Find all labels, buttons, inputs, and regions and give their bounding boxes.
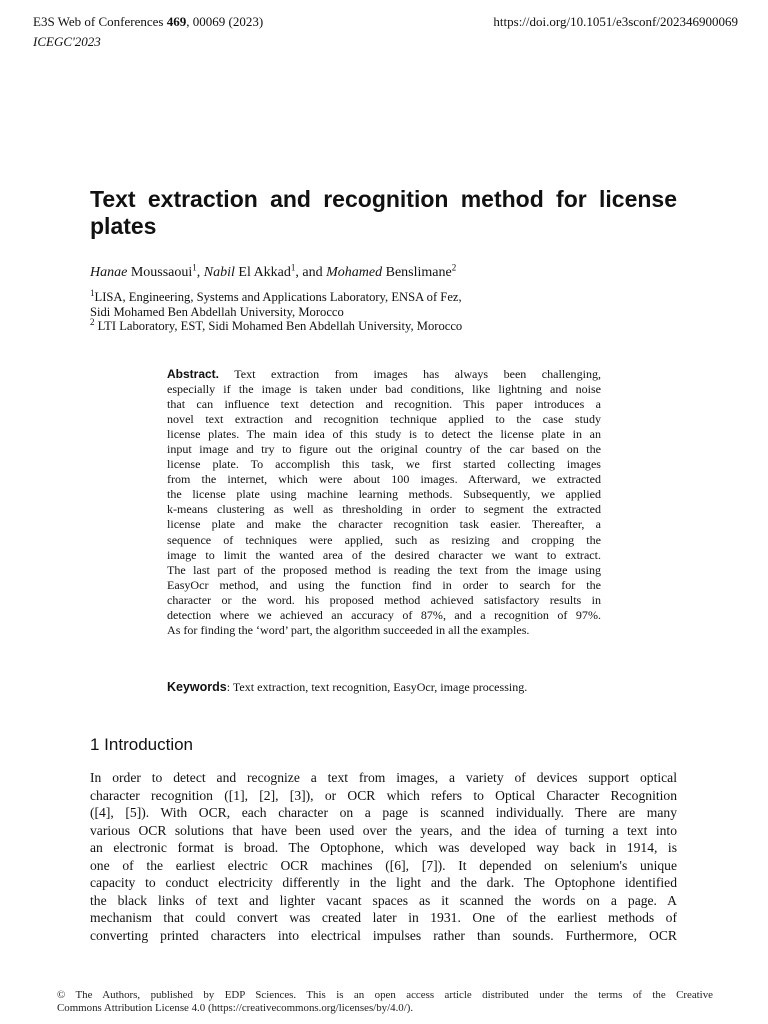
- abstract-line: that can influence text detection and recognition. This paper introduces a: [167, 397, 601, 412]
- abstract-line: EasyOcr method, and using the function find in order to search for the: [167, 577, 601, 592]
- body-line: one of the earliest electric OCR machines ([6], [7]). It depended on selenium's unique: [90, 857, 677, 873]
- abstract-line: especially if the image is taken under bad conditions, like lightning and noise: [167, 382, 601, 397]
- abstract-line: novel text extraction and recognition technique applied to the case study: [167, 412, 601, 427]
- abstract: [167, 367, 601, 638]
- abstract-line: As for finding the ‘word’ part, the algorithm succeeded in all the examples.: [167, 622, 530, 637]
- abstract-line: the license plate using machine learning methods. Subsequently, we applied: [167, 487, 601, 502]
- section-heading: 1 Introduction: [90, 735, 194, 754]
- abstract-line: sequence of techniques were applied, such as resizing and cropping the: [167, 532, 601, 547]
- body-line: ([4], [5]). With OCR, each character on a page is scanned individually. There are many: [90, 805, 677, 820]
- footer-line: © The Authors, published by EDP Sciences. This is an open access article distributed under the terms of the Creative: [57, 989, 713, 1001]
- journal-citation: [33, 12, 263, 32]
- license-footer: [57, 989, 713, 1015]
- affiliation-line: Sidi Mohamed Ben Abdellah University, Morocco: [90, 304, 344, 319]
- author-3: Mohamed Benslimane$^2$: [326, 262, 457, 280]
- abstract-line: license plate and make the character recognition task easier. Thereafter, a: [167, 517, 601, 532]
- abstract-line: character or the word. his proposed method achieved satisfactory results in: [167, 592, 601, 607]
- author-list: [90, 264, 456, 282]
- journal-volume: 469: [166, 14, 187, 29]
- abstract-line: input image and try to figure out the original country of the car based on the: [167, 442, 601, 457]
- abstract-line: k-means clustering as well as thresholding in order to segment the extracted: [167, 502, 601, 517]
- paper-title: Text extraction and recognition method for license plates: [90, 186, 677, 239]
- body-line: an electronic format is broad. The Optophone, which was developed way back in 1914, is: [90, 840, 677, 855]
- affiliation-line: $^1$LISA, Engineering, Systems and Applications Laboratory, ENSA of Fez,: [90, 287, 462, 304]
- conference-acronym: ICEGC'2023: [33, 34, 101, 49]
- keywords-label: Keywords: [167, 680, 227, 694]
- author-2: Nabil El Akkad$^1$, and: [203, 262, 327, 280]
- doi-link[interactable]: https://doi.org/10.1051/e3sconf/202346900069: [493, 14, 738, 29]
- abstract-line: The last part of the proposed method is reading the text from the image using: [167, 562, 601, 577]
- body-line: capacity to conduct electricity differently in the light and the dark. The Optophone identified: [90, 875, 677, 890]
- abstract-line: license plates. The main idea of this study is to detect the license plate in an: [167, 427, 601, 442]
- affiliations: [90, 287, 463, 334]
- author-1: Hanae Moussaoui$^1$,: [90, 262, 204, 280]
- abstract-line: detection where we achieved an accuracy of 87%, and a recognition of 97%.: [167, 607, 601, 622]
- abstract-label: Abstract.: [167, 367, 220, 381]
- running-header-left: [33, 12, 263, 52]
- body-line: character recognition ([1], [2], [3]), or OCR which refers to Optical Character Recognition: [90, 787, 677, 803]
- abstract-line: license plate. To accomplish this task, we first started collecting images: [167, 457, 601, 472]
- keywords: [167, 680, 527, 695]
- body-line: In order to detect and recognize a text from images, a variety of devices support optical: [90, 770, 677, 785]
- affiliation-line: $^2$ LTI Laboratory, EST, Sidi Mohamed Ben Abdellah University, Morocco: [90, 317, 463, 334]
- keywords-text: : Text extraction, text recognition, EasyOcr, image processing.: [226, 680, 528, 694]
- article-number: , 00069 (2023): [186, 14, 264, 29]
- introduction-text: [90, 769, 677, 944]
- body-line: mechanism that could convert was created later in 1931. One of the earliest methods of: [90, 910, 677, 925]
- body-line: converting printed characters into electrical impulses rather than sounds. Furthermore, OCR: [90, 927, 677, 943]
- body-line: the black links of text and lighter vacant spaces as it scanned the words on a page. A: [90, 892, 677, 908]
- body-line: various OCR solutions that have been used over the years, and the idea of turning a text into: [90, 822, 677, 838]
- abstract-line: from the internet, which were about 100 images. Afterward, we extracted: [167, 472, 601, 487]
- footer-line: Commons Attribution License 4.0 (https://creativecommons.org/licenses/by/4.0/).: [57, 1002, 414, 1014]
- journal-name: E3S Web of Conferences: [33, 14, 164, 29]
- abstract-line: image to limit the wanted area of the desired character we want to extract.: [167, 547, 601, 562]
- abstract-line: Abstract. Text extraction from images has always been challenging,: [167, 367, 601, 381]
